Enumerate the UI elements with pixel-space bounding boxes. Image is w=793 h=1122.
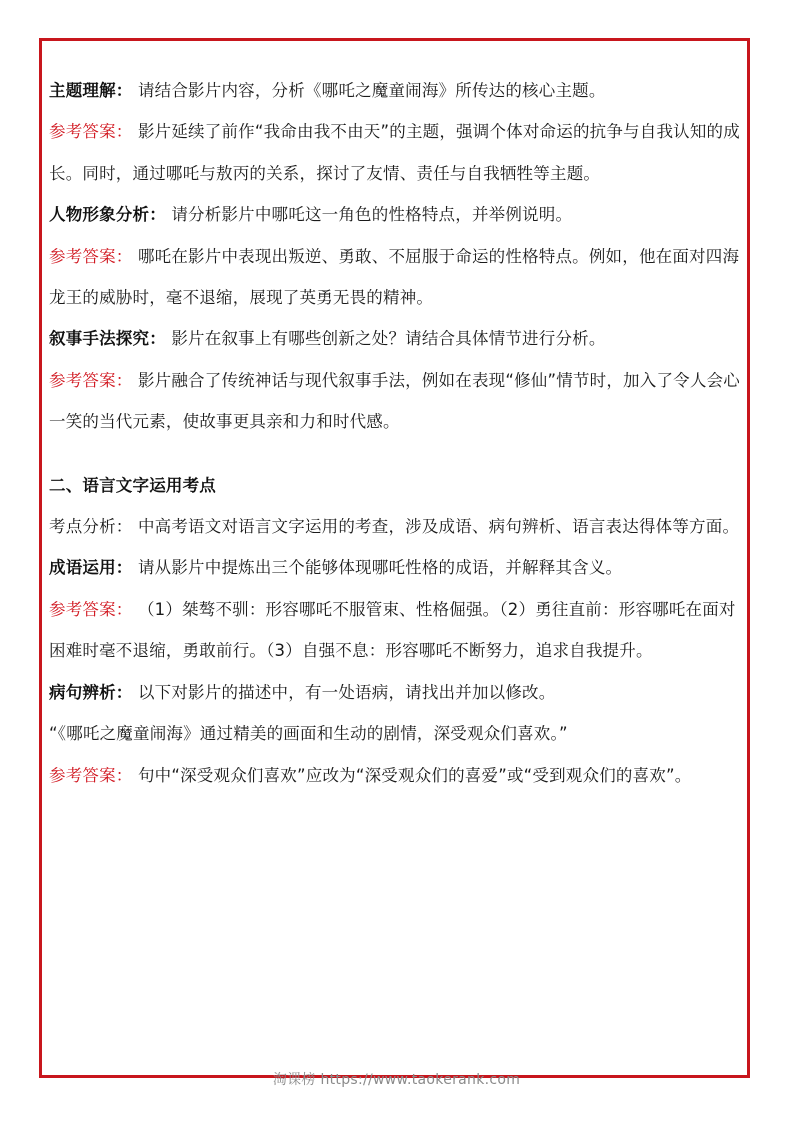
answer-text: 影片延续了前作“我命由我不由天”的主题，强调个体对命运的抗争与自我认知的成长。同时，通过哪吒与敖丙的关系，探讨了友情、责任与自我牺牲等主题。	[49, 122, 740, 183]
question-theme	[49, 70, 745, 111]
answer-label: 参考答案：	[49, 122, 133, 142]
answer-text: 影片融合了传统神话与现代叙事手法，例如在表现“修仙”情节时，加入了令人会心一笑的当代元素，使故事更具亲和力和时代感。	[49, 370, 740, 432]
answer-label: 参考答案：	[49, 370, 133, 390]
question-text: 请结合影片内容，分析《哪吒之魔童闹海》所传达的核心主题。	[137, 81, 606, 100]
question-text: 请从影片中提炼出三个能够体现哪吒性格的成语，并解释其含义。	[137, 558, 623, 578]
section-title: 二、语言文字运用考点	[49, 475, 216, 495]
question-label: 人物形象分析：	[49, 205, 166, 225]
sentence-quote: “《哪吒之魔童闹海》通过精美的画面和生动的剧情，深受观众们喜欢。”	[49, 724, 568, 744]
answer-sentence	[49, 755, 745, 796]
question-label: 叙事手法探究：	[49, 329, 166, 349]
section-analysis	[49, 506, 745, 547]
answer-idiom	[49, 589, 745, 672]
answer-label: 参考答案：	[49, 599, 133, 619]
answer-label: 参考答案：	[49, 246, 133, 266]
question-idiom	[49, 547, 745, 588]
answer-text: 句中“深受观众们喜欢”应改为“深受观众们的喜爱”或“受到观众们的喜欢”。	[137, 765, 692, 785]
question-sentence	[49, 672, 745, 713]
question-narrative	[49, 318, 745, 359]
answer-label: 参考答案：	[49, 765, 133, 785]
question-label: 病句辨析：	[49, 682, 133, 702]
question-label: 主题理解：	[49, 81, 133, 100]
question-label: 成语运用：	[49, 558, 133, 578]
analysis-text: 中高考语文对语言文字运用的考查，涉及成语、病句辨析、语言表达得体等方面。	[137, 517, 740, 537]
question-text: 影片在叙事上有哪些创新之处？请结合具体情节进行分析。	[171, 329, 606, 349]
question-text: 请分析影片中哪吒这一角色的性格特点，并举例说明。	[171, 205, 573, 225]
footer-watermark: 淘课榜 https://www.taokerank.com	[272, 1072, 521, 1088]
question-text: 以下对影片的描述中，有一处语病，请找出并加以修改。	[137, 682, 556, 702]
answer-narrative	[49, 360, 745, 443]
question-character	[49, 194, 745, 235]
answer-character	[49, 236, 745, 319]
answer-theme	[49, 111, 745, 194]
answer-text: 哪吒在影片中表现出叛逆、勇敢、不屈服于命运的性格特点。例如，他在面对四海龙王的威胁时，毫不退缩，展现了英勇无畏的精神。	[49, 246, 740, 308]
answer-text: （1）桀骜不驯：形容哪吒不服管束、性格倔强。（2）勇往直前：形容哪吒在面对困难时毫不退缩，勇敢前行。（3）自强不息：形容哪吒不断努力，追求自我提升。	[49, 599, 736, 661]
analysis-label: 考点分析：	[49, 517, 133, 537]
document-body	[49, 70, 745, 796]
